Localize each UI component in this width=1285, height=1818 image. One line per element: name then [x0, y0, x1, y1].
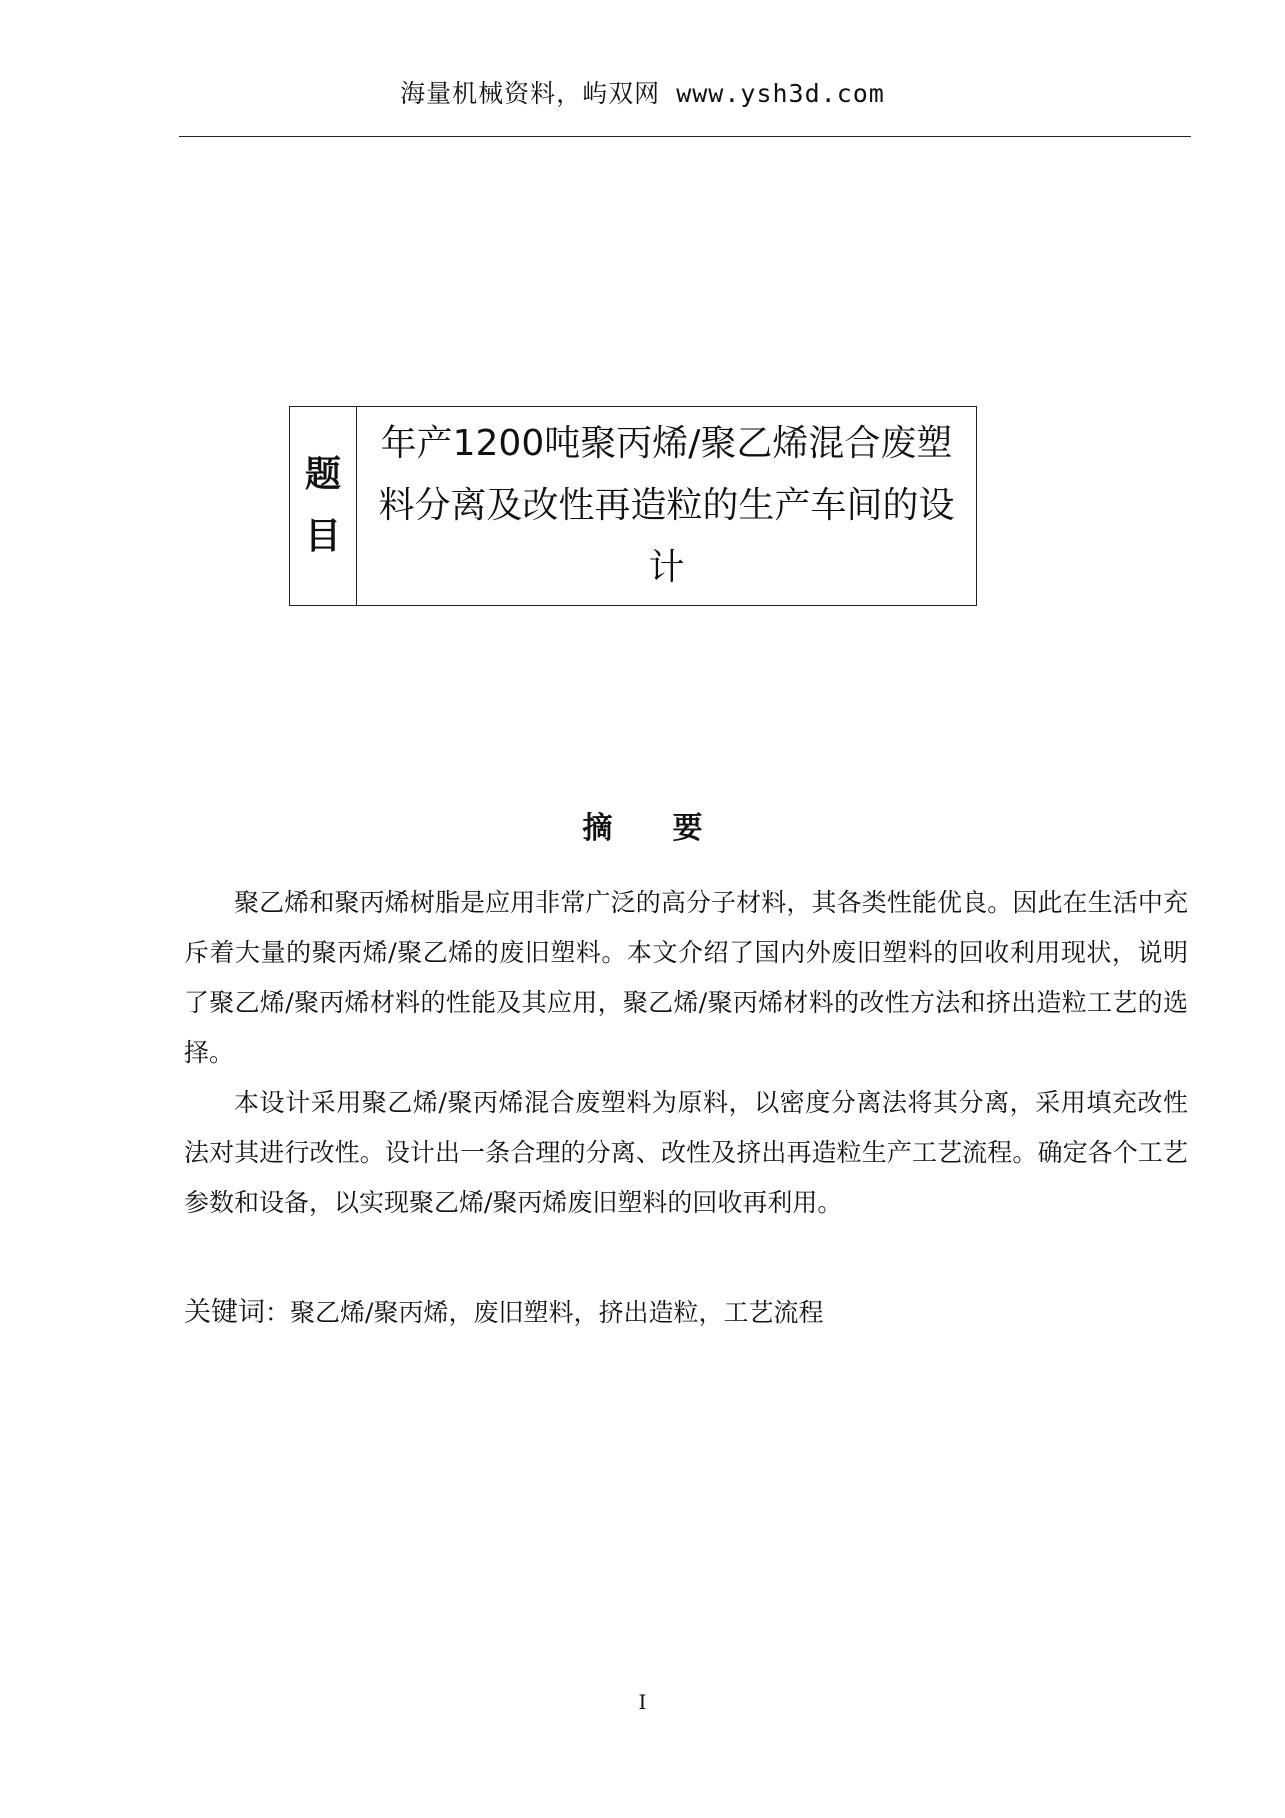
- page-number: [0, 1690, 1285, 1714]
- thesis-title-text: 年产1200吨聚丙烯/聚乙烯混合废塑料分离及改性再造粒的生产车间的设计: [378, 423, 955, 588]
- abstract-heading-text: 摘 要: [582, 811, 703, 846]
- page-header: [0, 74, 1285, 110]
- abstract-paragraph-1: 聚乙烯和聚丙烯树脂是应用非常广泛的高分子材料，其各类性能优良。因此在生活中充斥着大量的聚丙烯/聚乙烯的废旧塑料。本文介绍了国内外废旧塑料的回收利用现状，说明了聚乙烯/聚丙烯材料的性能及其应用，聚乙烯/聚丙烯材料的改性方法和挤出造粒工艺的选择。: [184, 888, 1188, 1067]
- abstract-body: [184, 878, 1188, 1228]
- abstract-heading: [0, 803, 1285, 847]
- title-label-char-1: 题: [304, 454, 341, 495]
- abstract-paragraph-2: 本设计采用聚乙烯/聚丙烯混合废塑料为原料，以密度分离法将其分离，采用填充改性法对其进行改性。设计出一条合理的分离、改性及挤出再造粒生产工艺流程。确定各个工艺参数和设备，以实现聚乙烯/聚丙烯废旧塑料的回收再利用。: [184, 1088, 1188, 1217]
- title-label-char-2: 目: [304, 516, 341, 557]
- keywords-line: [184, 1288, 1188, 1338]
- keywords-value: 聚乙烯/聚丙烯，废旧塑料，挤出造粒，工艺流程: [290, 1298, 824, 1327]
- title-label: [290, 407, 357, 605]
- keywords-separator: ：: [265, 1298, 291, 1327]
- title-box: [289, 406, 977, 606]
- header-text: 海量机械资料，屿双网 www.ysh3d.com: [400, 79, 885, 108]
- keywords-label: 关键词: [184, 1297, 265, 1328]
- page-number-text: I: [638, 1690, 647, 1714]
- header-divider: [179, 136, 1191, 137]
- thesis-title: [357, 407, 976, 605]
